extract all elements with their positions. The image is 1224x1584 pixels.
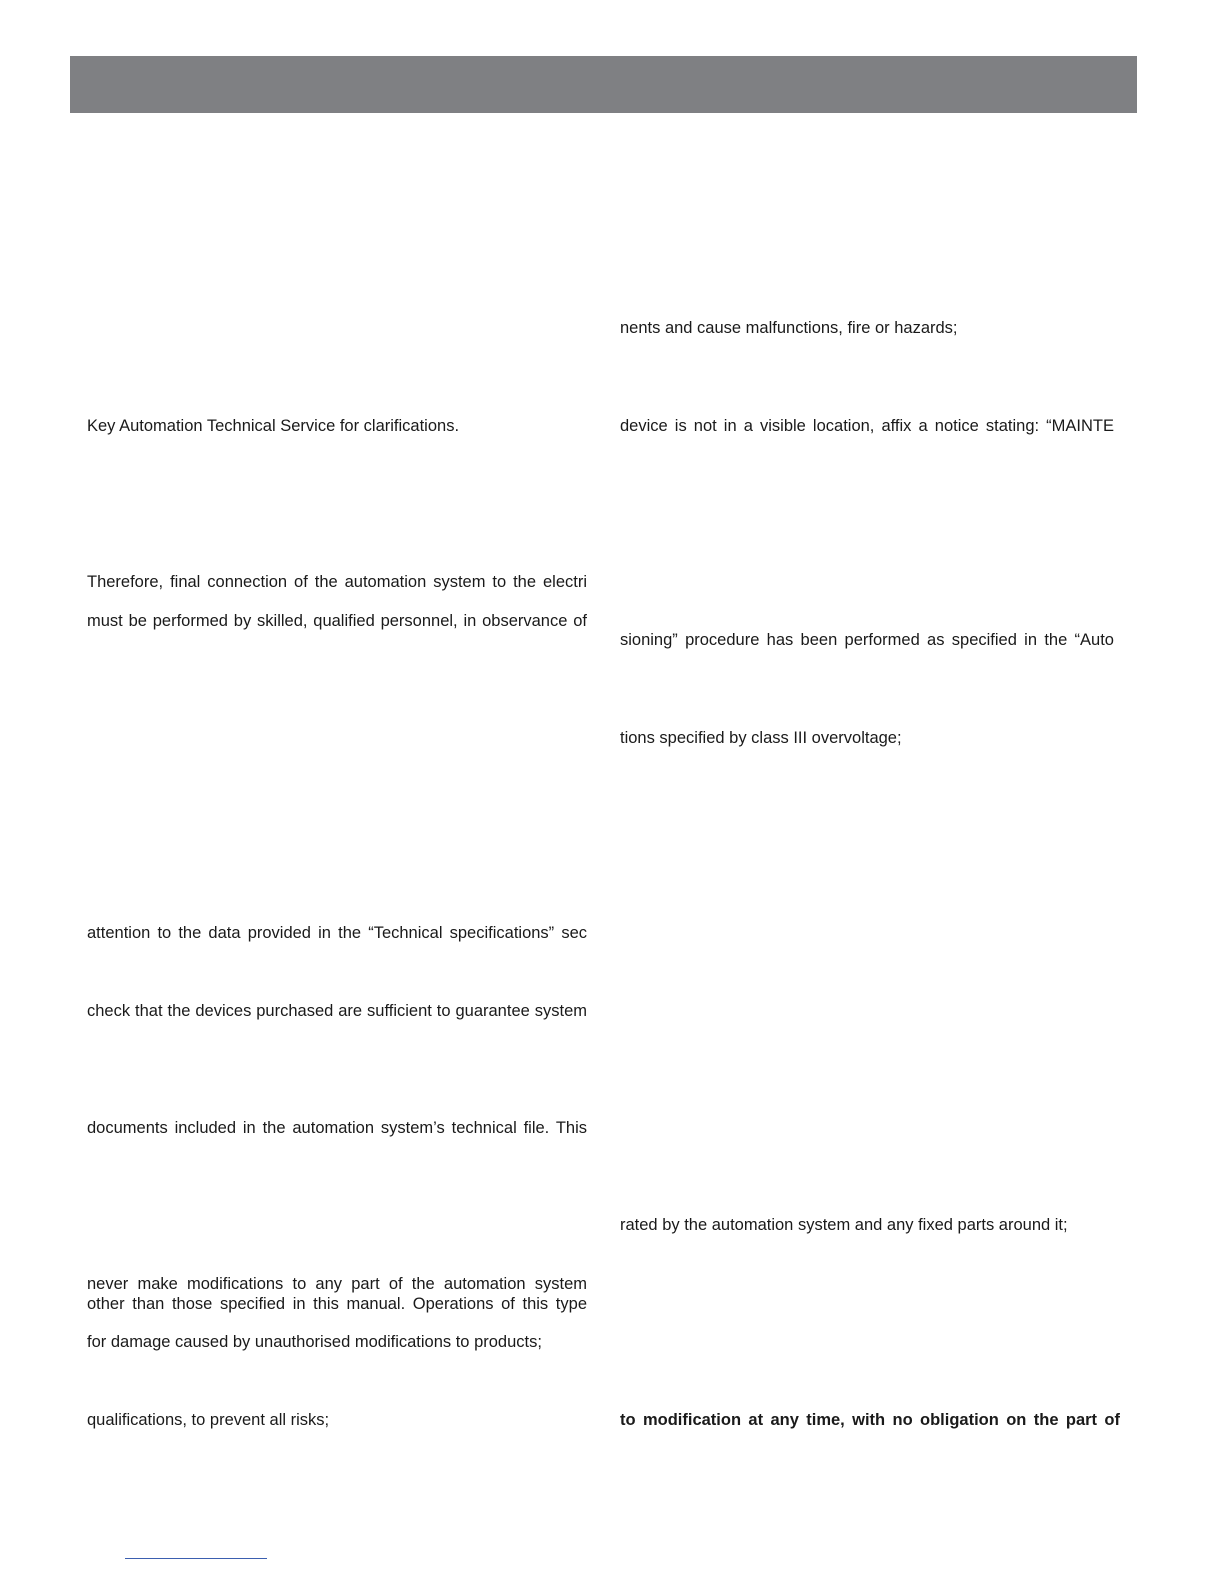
left-line-3: must be performed by skilled, qualified personnel, in observance of [87, 612, 587, 630]
right-line-3: sioning” procedure has been performed as specified in the “Auto [620, 631, 1114, 649]
left-line-9: for damage caused by unauthorised modifications to products; [87, 1333, 542, 1351]
left-line-4: attention to the data provided in the “Technical specifications” sec [87, 924, 587, 942]
left-line-5: check that the devices purchased are sufficient to guarantee system [87, 1002, 587, 1020]
left-line-6: documents included in the automation system’s technical file. This [87, 1119, 587, 1137]
left-line-2: Therefore, final connection of the automation system to the electri [87, 573, 587, 591]
right-line-6: to modification at any time, with no obligation on the part of [620, 1411, 1120, 1429]
header-bar [70, 56, 1137, 113]
left-line-1: Key Automation Technical Service for clarifications. [87, 417, 460, 435]
left-line-8: other than those specified in this manual. Operations of this type [87, 1295, 587, 1313]
right-line-1: nents and cause malfunctions, fire or hazards; [620, 319, 958, 337]
right-line-5: rated by the automation system and any fixed parts around it; [620, 1216, 1068, 1234]
right-line-4: tions specified by class III overvoltage; [620, 729, 902, 747]
right-line-2: device is not in a visible location, affix a notice stating: “MAINTE [620, 417, 1114, 435]
left-line-7: never make modifications to any part of the automation system [87, 1275, 587, 1293]
left-line-10: qualifications, to prevent all risks; [87, 1411, 330, 1429]
footer-rule [125, 1558, 267, 1559]
